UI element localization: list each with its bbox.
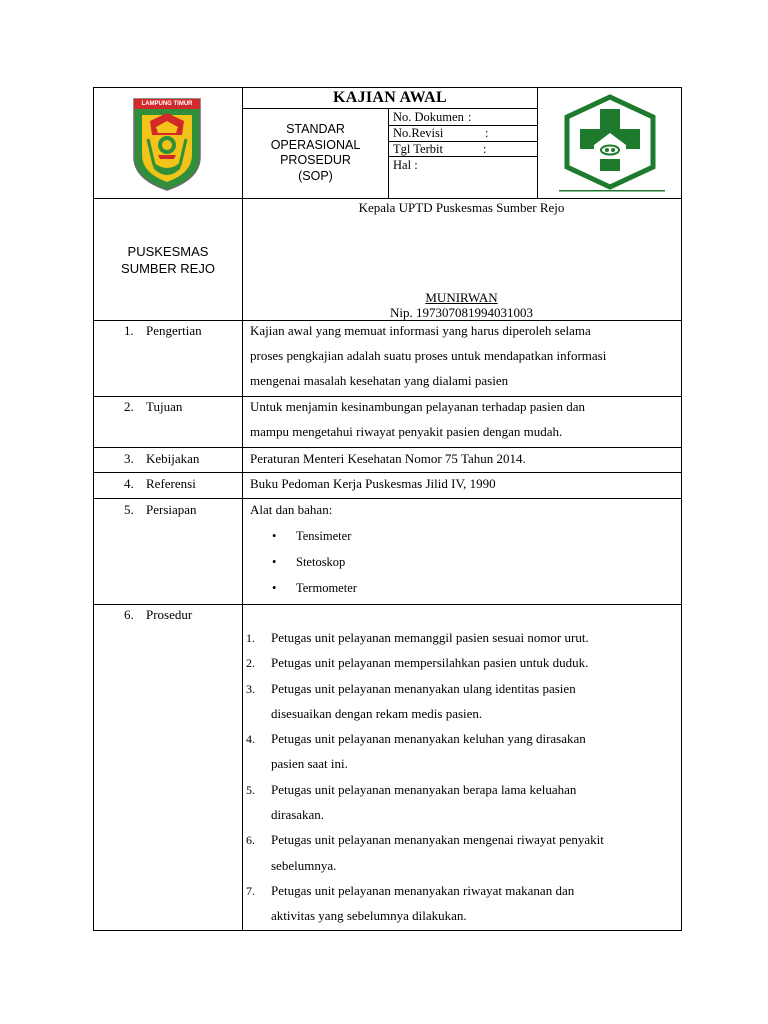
section-number: 3.	[124, 451, 134, 466]
doc-field-tgl-terbit	[393, 141, 487, 157]
step-number: 1.	[246, 631, 255, 645]
procedure-steps	[246, 630, 678, 934]
bullet-icon: •	[272, 581, 277, 595]
list-item	[250, 528, 352, 554]
step-text: disesuaikan dengan rekam medis pasien.	[271, 705, 483, 721]
procedure-step	[246, 630, 678, 655]
doc-field-label: No.Revisi	[393, 126, 444, 140]
step-text: Petugas unit pelayanan menanyakan keluhan yang dirasakan	[271, 731, 586, 747]
section-content-persiapan	[250, 502, 357, 606]
section-content-tujuan	[250, 399, 585, 440]
equipment-name: Termometer	[296, 581, 357, 595]
step-text: aktivitas yang sebelumnya dilakukan.	[271, 908, 467, 924]
sop-label-line: PROSEDUR	[280, 153, 351, 167]
doc-field-sep: :	[485, 126, 489, 140]
procedure-step	[246, 782, 678, 833]
section-number: 4.	[124, 476, 134, 491]
step-text: Petugas unit pelayanan menanyakan berapa lama keluahan	[271, 781, 577, 797]
puskesmas-logo	[557, 93, 667, 193]
sop-label	[243, 122, 388, 184]
content-line: mampu mengetahui riwayat penyakit pasien dengan mudah.	[250, 424, 563, 439]
step-number: 6.	[246, 833, 255, 848]
content-line: proses pengkajian adalah suatu proses untuk mendapatkan informasi	[250, 348, 607, 363]
section-label-kebijakan	[124, 451, 200, 467]
sop-label-line: OPERASIONAL	[270, 137, 361, 152]
doc-field-sep: :	[467, 110, 472, 124]
procedure-step	[246, 832, 678, 883]
section-label-persiapan	[124, 502, 197, 518]
section-number: 2.	[124, 399, 134, 414]
section-content-referensi: Buku Pedoman Kerja Puskesmas Jilid IV, 1990	[250, 476, 496, 491]
step-number: 7.	[246, 883, 255, 898]
procedure-step	[246, 731, 678, 782]
section-name: Kebijakan	[146, 451, 200, 466]
step-text: pasien saat ini.	[271, 756, 348, 772]
list-item	[250, 554, 346, 580]
doc-field-sep: :	[414, 158, 418, 172]
section-number: 5.	[124, 502, 134, 517]
section-content-kebijakan: Peraturan Menteri Kesehatan Nomor 75 Tahun 2014.	[250, 451, 526, 466]
content-line: Kajian awal yang memuat informasi yang harus diperoleh selama	[250, 323, 591, 338]
step-text: dirasakan.	[271, 807, 325, 823]
list-item	[250, 580, 357, 606]
section-name: Pengertian	[146, 323, 202, 338]
organization-line: PUSKESMAS	[127, 244, 209, 259]
sop-label-line: STANDAR	[286, 122, 345, 136]
section-content-pengertian	[250, 323, 606, 389]
doc-field-no-revisi	[393, 125, 489, 141]
section-label-prosedur	[124, 607, 193, 623]
step-text: Petugas unit pelayanan menanyakan ulang identitas pasien	[271, 680, 576, 696]
equipment-name: Stetoskop	[296, 555, 346, 569]
step-text: Petugas unit pelayanan memanggil pasien sesuai nomor urut.	[271, 630, 589, 645]
procedure-step	[246, 883, 678, 934]
step-text: Petugas unit pelayanan menanyakan riwayat makanan dan	[271, 882, 575, 898]
procedure-step	[246, 655, 678, 680]
section-label-referensi	[124, 476, 196, 492]
head-name: MUNIRWAN	[425, 290, 498, 305]
section-name: Prosedur	[146, 607, 193, 622]
head-title: Kepala UPTD Puskesmas Sumber Rejo	[358, 200, 565, 215]
content-line: mengenai masalah kesehatan yang dialami pasien	[250, 373, 509, 388]
persiapan-intro: Alat dan bahan:	[250, 502, 333, 517]
step-text: sebelumnya.	[271, 857, 337, 873]
section-number: 6.	[124, 607, 134, 622]
section-label-pengertian	[124, 323, 202, 339]
equipment-list	[250, 528, 357, 606]
step-number: 3.	[246, 681, 255, 696]
bullet-icon: •	[272, 529, 277, 543]
step-text: Petugas unit pelayanan menanyakan mengenai riwayat penyakit	[271, 832, 604, 848]
doc-field-label: Hal	[393, 158, 412, 172]
section-label-tujuan	[124, 399, 183, 415]
doc-field-label: No. Dokumen	[393, 110, 464, 124]
sop-label-line: (SOP)	[298, 168, 333, 183]
organization-line: SUMBER REJO	[121, 261, 215, 276]
section-number: 1.	[124, 323, 134, 338]
doc-field-no-dokumen	[393, 109, 471, 125]
doc-field-sep: :	[483, 142, 487, 156]
content-line: Untuk menjamin kesinambungan pelayanan terhadap pasien dan	[250, 399, 586, 414]
doc-field-hal	[393, 157, 418, 173]
equipment-name: Tensimeter	[296, 529, 352, 543]
section-name: Persiapan	[146, 502, 197, 517]
puskesmas-cross-icon	[557, 93, 667, 193]
head-nip: Nip. 197307081994031003	[390, 305, 533, 320]
regional-emblem-icon	[130, 95, 204, 193]
section-name: Referensi	[146, 476, 196, 491]
section-name: Tujuan	[146, 399, 183, 414]
step-number: 2.	[246, 656, 255, 671]
document-title: KAJIAN AWAL	[333, 89, 447, 106]
step-text: Petugas unit pelayanan mempersilahkan pasien untuk duduk.	[271, 655, 589, 671]
organization-name	[94, 243, 242, 277]
step-number: 5.	[246, 782, 255, 797]
doc-field-label: Tgl Terbit	[393, 142, 443, 156]
lampung-timur-logo	[130, 95, 204, 193]
step-number: 4.	[246, 732, 255, 747]
bullet-icon: •	[272, 555, 277, 569]
procedure-step	[246, 681, 678, 732]
logo-banner-text: LAMPUNG TIMUR	[141, 101, 193, 107]
